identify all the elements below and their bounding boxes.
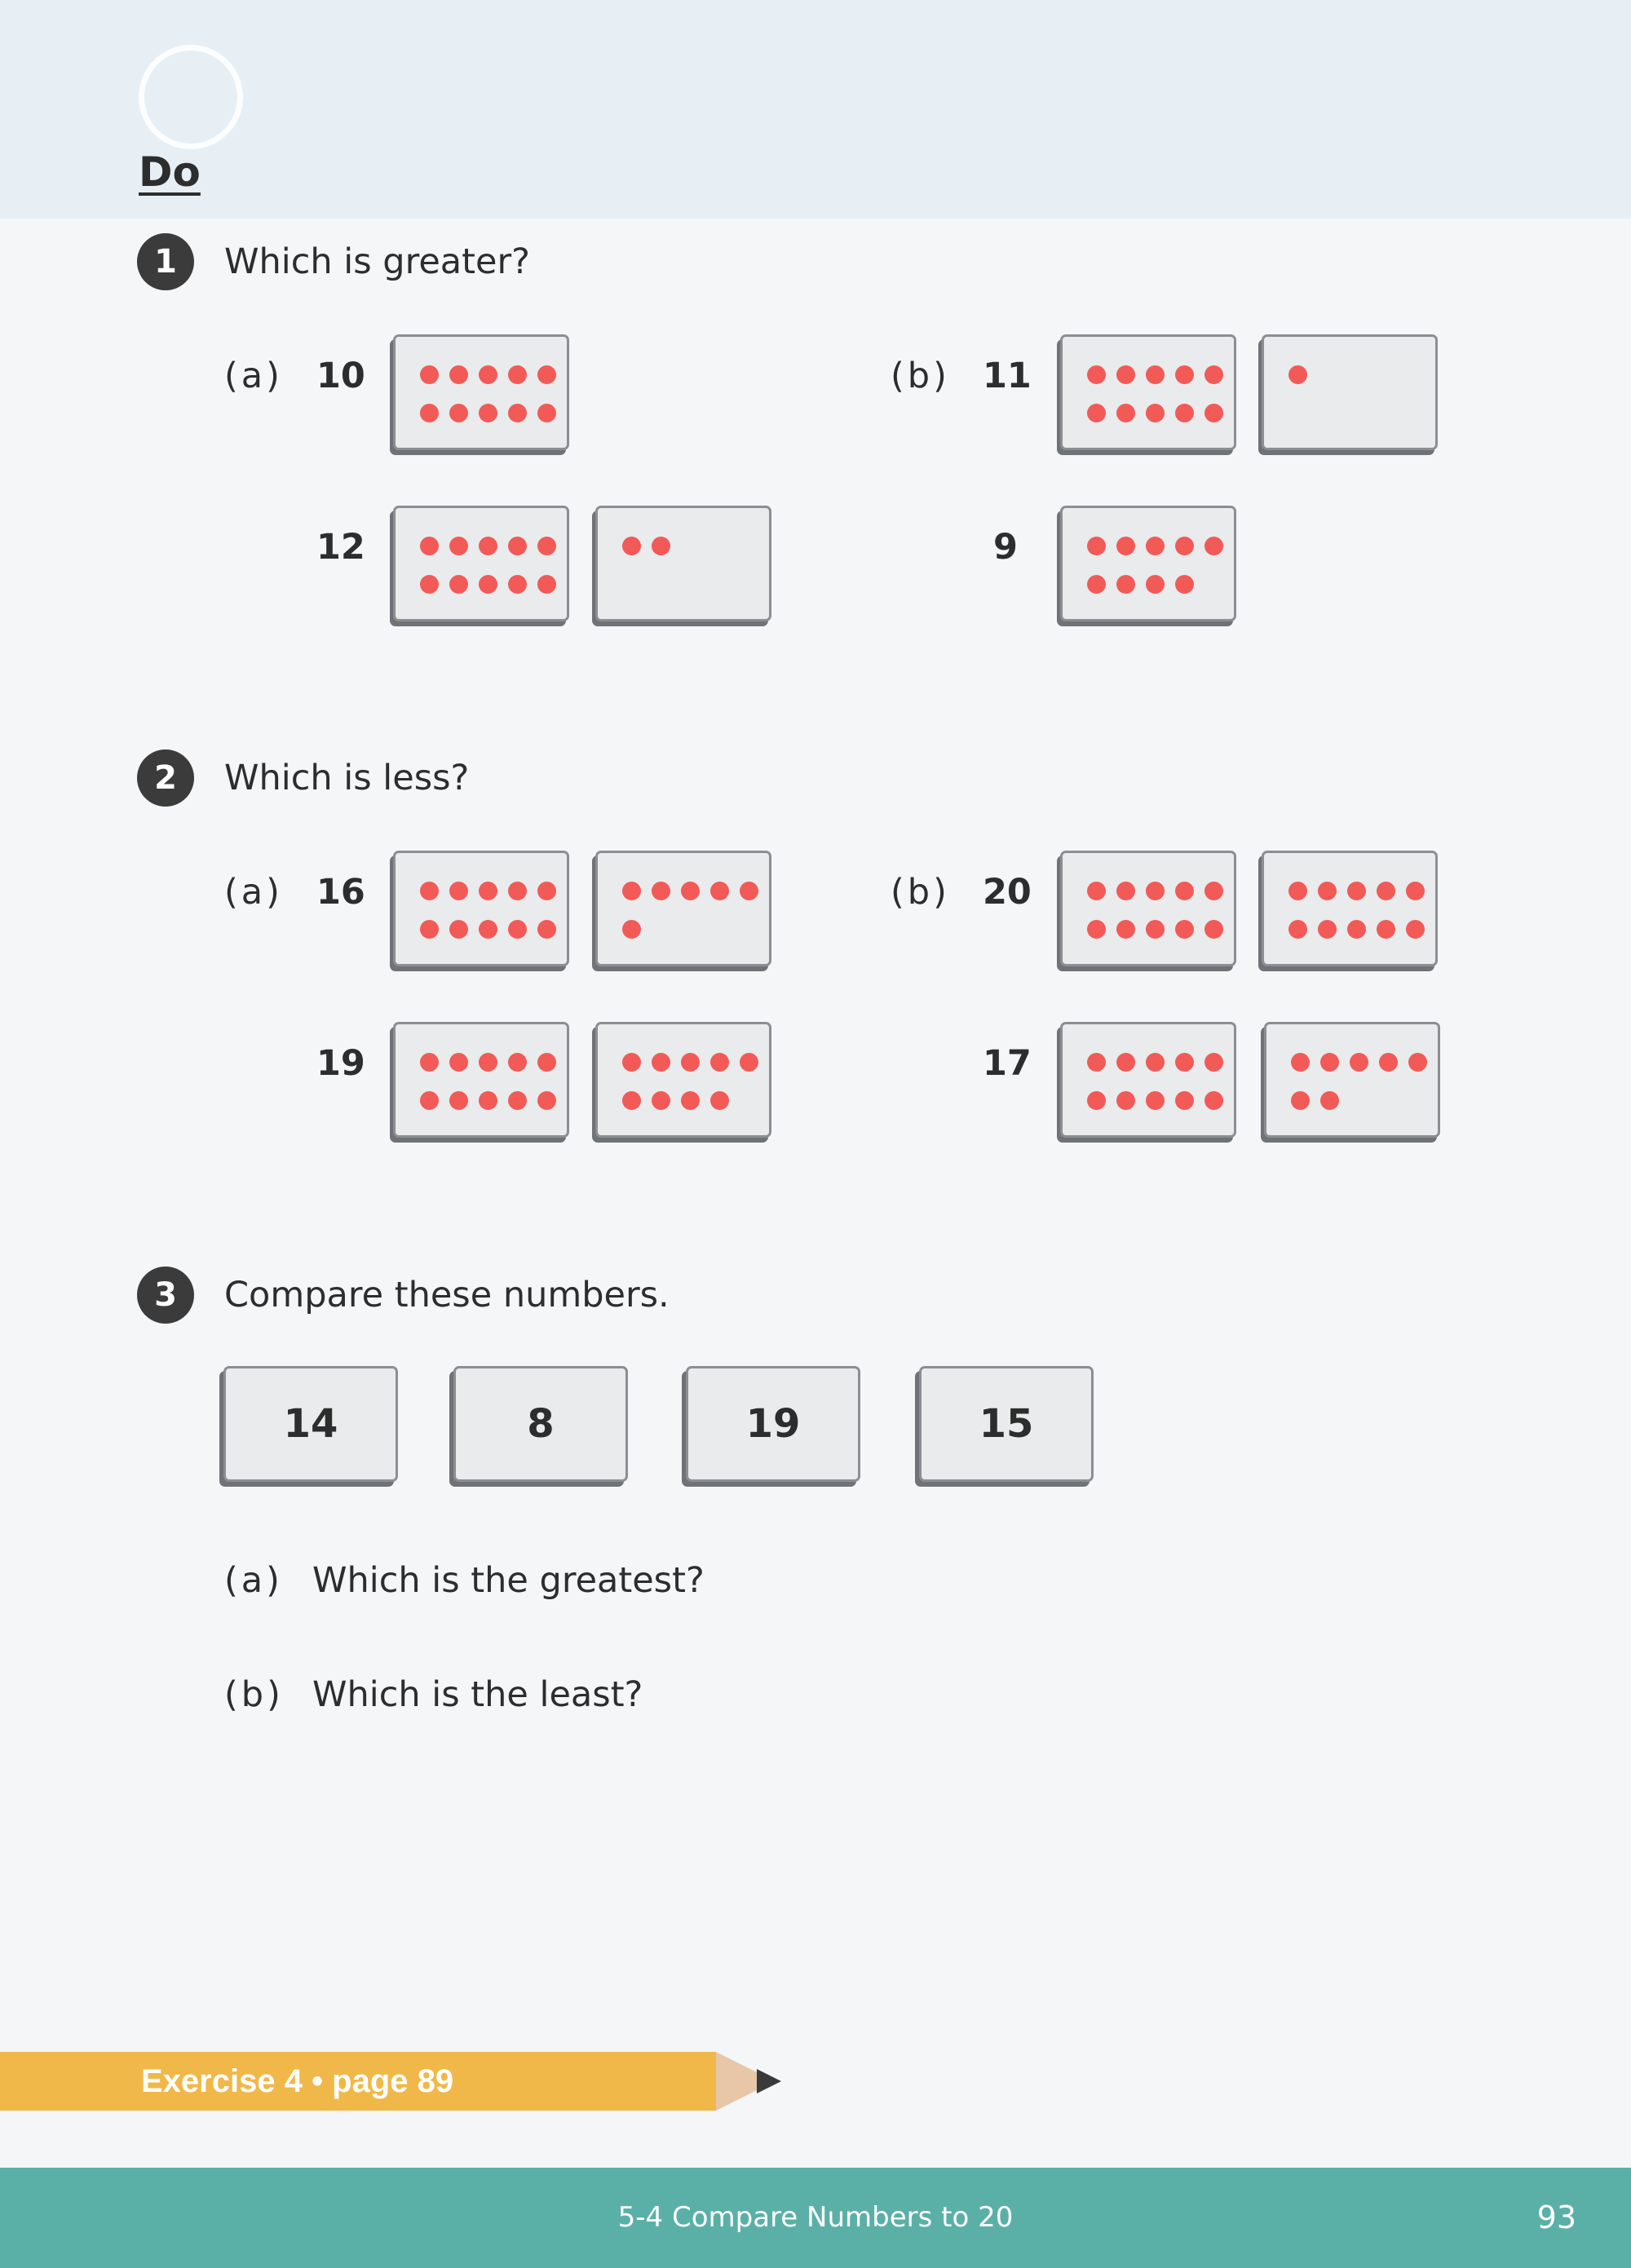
counter-dot	[1204, 920, 1223, 939]
counter-dot	[449, 882, 468, 900]
counter-dot	[1377, 920, 1395, 939]
ten-frame	[393, 334, 569, 450]
page-header-band	[0, 0, 1631, 219]
counter-dot	[420, 404, 439, 422]
counter-dot	[1204, 537, 1223, 555]
question-3-text: Compare these numbers.	[224, 1275, 670, 1315]
counter-dot	[449, 1053, 468, 1072]
counter-dot	[622, 882, 641, 900]
counter-dot	[479, 882, 497, 900]
counter-dot	[420, 537, 439, 555]
counter-dot	[479, 537, 497, 555]
counter-dot	[1087, 404, 1106, 422]
counter-dot	[1406, 920, 1425, 939]
counter-dot	[1175, 404, 1194, 422]
counter-dot	[479, 365, 497, 384]
counter-dot	[740, 882, 758, 900]
q2b-number-2: 17	[983, 1043, 1032, 1084]
page-number: 93	[1536, 2199, 1576, 2235]
counter-dot	[1146, 920, 1165, 939]
counter-dot	[537, 575, 556, 594]
counter-dot	[1087, 1053, 1106, 1072]
counter-dot	[710, 882, 729, 900]
counter-dot	[1146, 575, 1165, 594]
ten-frame	[1060, 1022, 1236, 1138]
counter-dot	[1406, 882, 1425, 900]
q1b-number-1: 11	[983, 356, 1032, 396]
q1-label-a: (a)	[224, 356, 283, 396]
counter-dot	[1318, 920, 1337, 939]
ten-frame	[1262, 334, 1438, 450]
counter-dot	[449, 575, 468, 594]
counter-dot	[1347, 882, 1366, 900]
ten-frame	[595, 506, 771, 621]
counter-dot	[1175, 1053, 1194, 1072]
ten-frame	[1060, 334, 1236, 450]
counter-dot	[652, 882, 670, 900]
q2-label-b: (b)	[891, 872, 950, 913]
counter-dot	[1175, 575, 1194, 594]
ten-frame	[595, 1022, 771, 1138]
counter-dot	[537, 1053, 556, 1072]
counter-dot	[1320, 1053, 1339, 1072]
counter-dot	[508, 1053, 527, 1072]
counter-dot	[449, 365, 468, 384]
q3-label-a: (a)	[224, 1560, 283, 1601]
counter-dot	[420, 1091, 439, 1110]
q2b-number-1: 20	[983, 872, 1032, 913]
counter-dot	[1146, 1091, 1165, 1110]
ten-frame	[1264, 1022, 1440, 1138]
counter-dot	[622, 537, 641, 555]
counter-dot	[479, 920, 497, 939]
number-card: 14	[223, 1366, 398, 1482]
counter-dot	[479, 404, 497, 422]
counter-dot	[1116, 920, 1135, 939]
ten-frame	[1262, 851, 1438, 966]
ten-frame	[393, 851, 569, 966]
counter-dot	[420, 1053, 439, 1072]
counter-dot	[420, 920, 439, 939]
counter-dot	[508, 575, 527, 594]
counter-dot	[1204, 1091, 1223, 1110]
q2a-number-1: 16	[316, 872, 365, 913]
counter-dot	[681, 1053, 700, 1072]
q1-label-b: (b)	[891, 356, 950, 396]
counter-dot	[1204, 882, 1223, 900]
question-1-text: Which is greater?	[224, 241, 530, 282]
counter-dot	[652, 1091, 670, 1110]
counter-dot	[1288, 920, 1307, 939]
counter-dot	[537, 365, 556, 384]
counter-dot	[1087, 920, 1106, 939]
counter-dot	[537, 537, 556, 555]
counter-dot	[681, 882, 700, 900]
q1a-number-2: 12	[316, 527, 365, 568]
counter-dot	[1116, 1091, 1135, 1110]
counter-dot	[740, 1053, 758, 1072]
counter-dot	[652, 537, 670, 555]
counter-dot	[1347, 920, 1366, 939]
counter-dot	[1175, 537, 1194, 555]
counter-dot	[1291, 1091, 1310, 1110]
counter-dot	[622, 920, 641, 939]
counter-dot	[508, 1091, 527, 1110]
counter-dot	[1377, 882, 1395, 900]
counter-dot	[1087, 575, 1106, 594]
counter-dot	[1116, 537, 1135, 555]
counter-dot	[1116, 365, 1135, 384]
pencil-lead-icon	[757, 2069, 781, 2093]
counter-dot	[449, 920, 468, 939]
counter-dot	[1116, 404, 1135, 422]
counter-dot	[508, 920, 527, 939]
counter-dot	[1175, 882, 1194, 900]
counter-dot	[1087, 365, 1106, 384]
counter-dot	[652, 1053, 670, 1072]
q3-label-b: (b)	[224, 1674, 284, 1715]
counter-dot	[1116, 575, 1135, 594]
counter-dot	[449, 404, 468, 422]
counter-dot	[1175, 365, 1194, 384]
counter-dot	[1146, 404, 1165, 422]
section-heading: Do	[139, 148, 201, 196]
counter-dot	[508, 404, 527, 422]
ten-frame	[1060, 506, 1236, 621]
q2a-number-2: 19	[316, 1043, 365, 1084]
ten-frame	[595, 851, 771, 966]
counter-dot	[1116, 882, 1135, 900]
counter-dot	[1291, 1053, 1310, 1072]
q2-label-a: (a)	[224, 872, 283, 913]
counter-dot	[537, 404, 556, 422]
counter-dot	[1087, 537, 1106, 555]
counter-dot	[1087, 882, 1106, 900]
counter-dot	[1146, 882, 1165, 900]
q3a-text: Which is the greatest?	[312, 1560, 705, 1601]
exercise-reference: Exercise 4 • page 89	[141, 2063, 454, 2099]
counter-dot	[479, 1091, 497, 1110]
counter-dot	[1204, 365, 1223, 384]
counter-dot	[1087, 1091, 1106, 1110]
question-number-3: 3	[137, 1267, 194, 1324]
q3b-text: Which is the least?	[312, 1674, 643, 1715]
counter-dot	[508, 882, 527, 900]
counter-dot	[710, 1053, 729, 1072]
counter-dot	[420, 575, 439, 594]
counter-dot	[681, 1091, 700, 1110]
counter-dot	[1116, 1053, 1135, 1072]
number-card: 19	[686, 1366, 860, 1482]
counter-dot	[1288, 365, 1307, 384]
counter-dot	[1146, 1053, 1165, 1072]
page-footer	[0, 2168, 1631, 2268]
counter-dot	[537, 920, 556, 939]
counter-dot	[508, 537, 527, 555]
counter-dot	[449, 537, 468, 555]
counter-dot	[1288, 882, 1307, 900]
counter-dot	[1350, 1053, 1368, 1072]
number-card: 8	[453, 1366, 628, 1482]
counter-dot	[420, 365, 439, 384]
question-number-2: 2	[137, 749, 194, 807]
counter-dot	[537, 882, 556, 900]
q1a-number-1: 10	[316, 356, 365, 396]
q1b-number-2: 9	[993, 527, 1018, 568]
counter-dot	[622, 1053, 641, 1072]
counter-dot	[420, 882, 439, 900]
counter-dot	[1204, 1053, 1223, 1072]
lesson-badge-icon	[139, 45, 243, 149]
counter-dot	[1408, 1053, 1427, 1072]
counter-dot	[1175, 920, 1194, 939]
counter-dot	[622, 1091, 641, 1110]
counter-dot	[1379, 1053, 1398, 1072]
counter-dot	[1175, 1091, 1194, 1110]
question-2-text: Which is less?	[224, 758, 470, 798]
ten-frame	[393, 506, 569, 621]
counter-dot	[537, 1091, 556, 1110]
counter-dot	[479, 575, 497, 594]
footer-lesson-title: 5-4 Compare Numbers to 20	[617, 2201, 1014, 2234]
ten-frame	[393, 1022, 569, 1138]
counter-dot	[1146, 537, 1165, 555]
counter-dot	[1320, 1091, 1339, 1110]
counter-dot	[1146, 365, 1165, 384]
counter-dot	[479, 1053, 497, 1072]
question-number-1: 1	[137, 233, 194, 290]
ten-frame	[1060, 851, 1236, 966]
counter-dot	[508, 365, 527, 384]
number-card: 15	[919, 1366, 1094, 1482]
counter-dot	[710, 1091, 729, 1110]
counter-dot	[1204, 404, 1223, 422]
counter-dot	[1318, 882, 1337, 900]
counter-dot	[449, 1091, 468, 1110]
